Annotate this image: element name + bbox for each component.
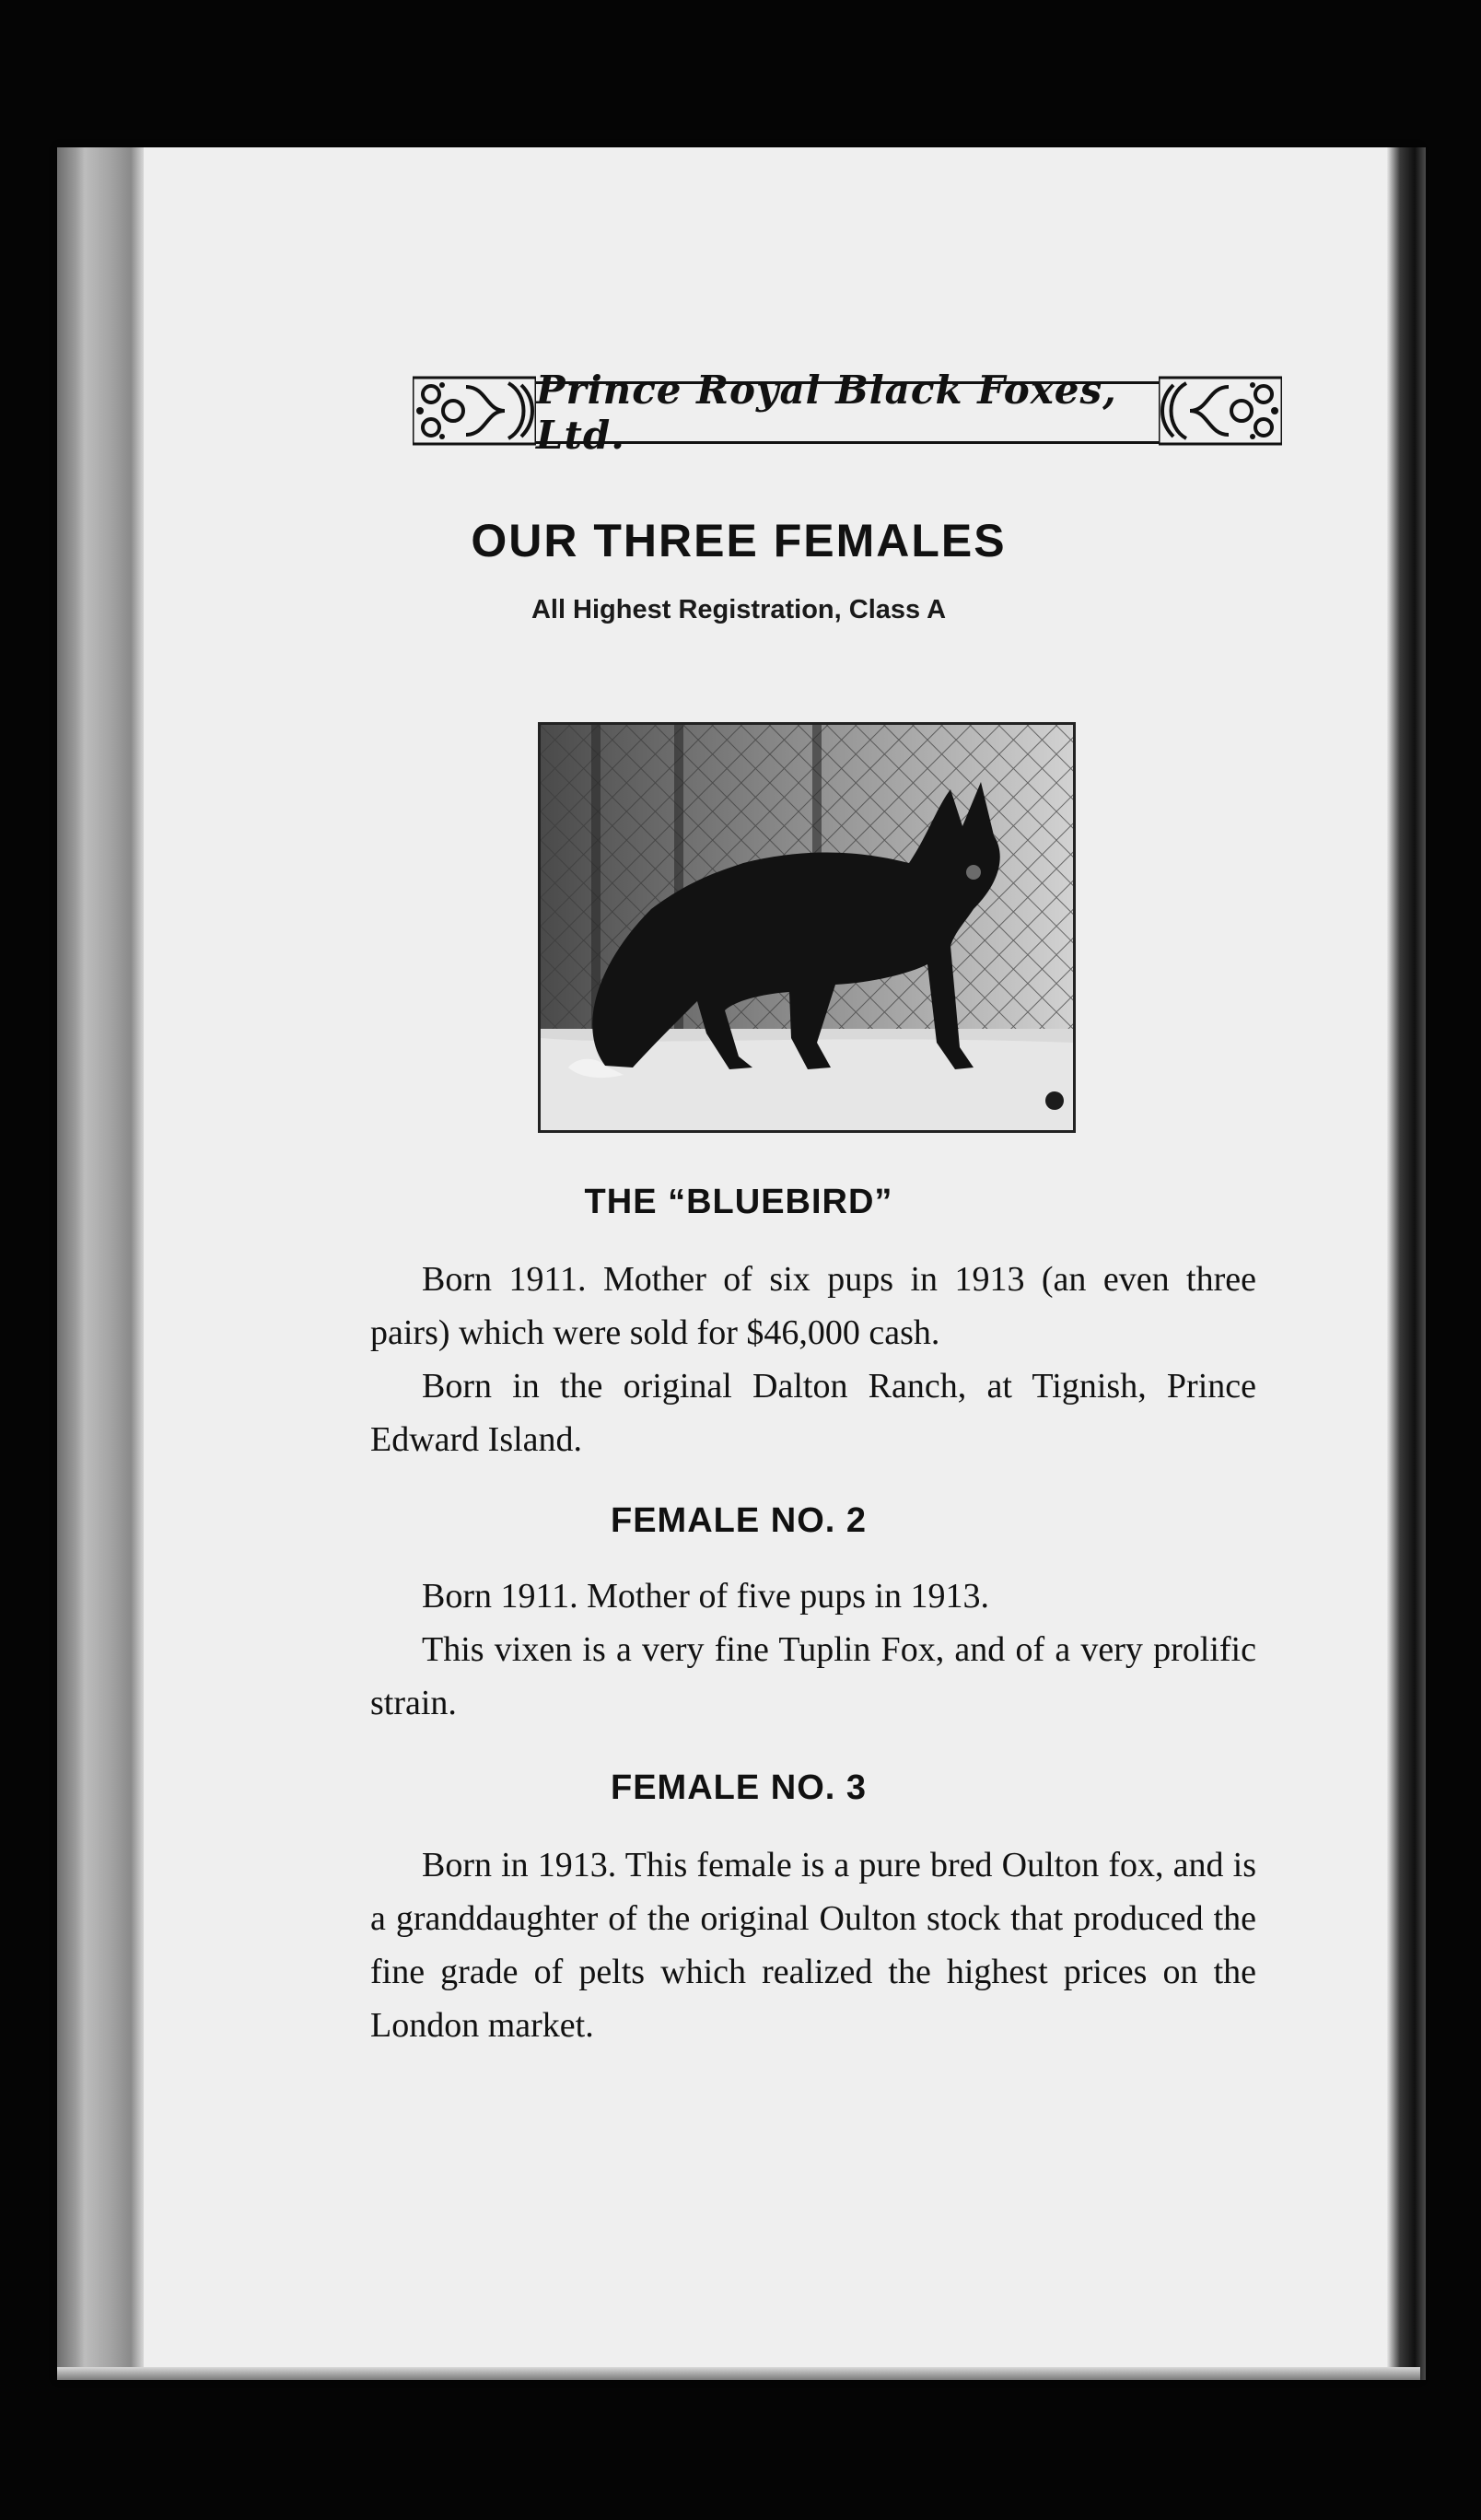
page-heading: OUR THREE FEMALES: [471, 515, 1007, 566]
section-title-female-3: FEMALE NO. 3: [610, 1768, 868, 1807]
document-page: [57, 147, 1420, 2380]
female-2-paragraph-1: Born 1911. Mother of five pups in 1913.: [422, 1577, 990, 1616]
company-title: [536, 368, 1159, 458]
company-name: Prince Royal Black Foxes, Ltd.: [536, 368, 1117, 458]
page-bottom-edge: [57, 2367, 1420, 2380]
bluebird-paragraph-1: Born 1911. Mother of six pups in 1913 (an even three pairs) which were sold for $46,000 cash.: [370, 1260, 1256, 1352]
ornament-right-icon: [1159, 376, 1282, 446]
page-subheading: All Highest Registration, Class A: [531, 595, 947, 624]
fox-photograph-icon: [538, 722, 1076, 1133]
section-title-bluebird: THE “BLUEBIRD”: [584, 1183, 893, 1221]
header-banner: [413, 368, 1282, 458]
bluebird-paragraph-2: Born in the original Dalton Ranch, at Tignish, Prince Edward Island.: [370, 1367, 1256, 1459]
page-edge: [1387, 147, 1426, 2380]
section-title-female-2: FEMALE NO. 2: [610, 1501, 868, 1540]
ornament-left-icon: [413, 376, 536, 446]
female-3-paragraph-1: Born in 1913. This female is a pure bred Oulton fox, and is a granddaughter of the original Oulton stock that produced the fine grade of pelts which realized the highest prices on the London market.: [370, 1846, 1256, 2045]
book-spine: [57, 147, 144, 2380]
female-2-paragraph-2: This vixen is a very fine Tuplin Fox, and of a very prolific strain.: [370, 1630, 1256, 1722]
